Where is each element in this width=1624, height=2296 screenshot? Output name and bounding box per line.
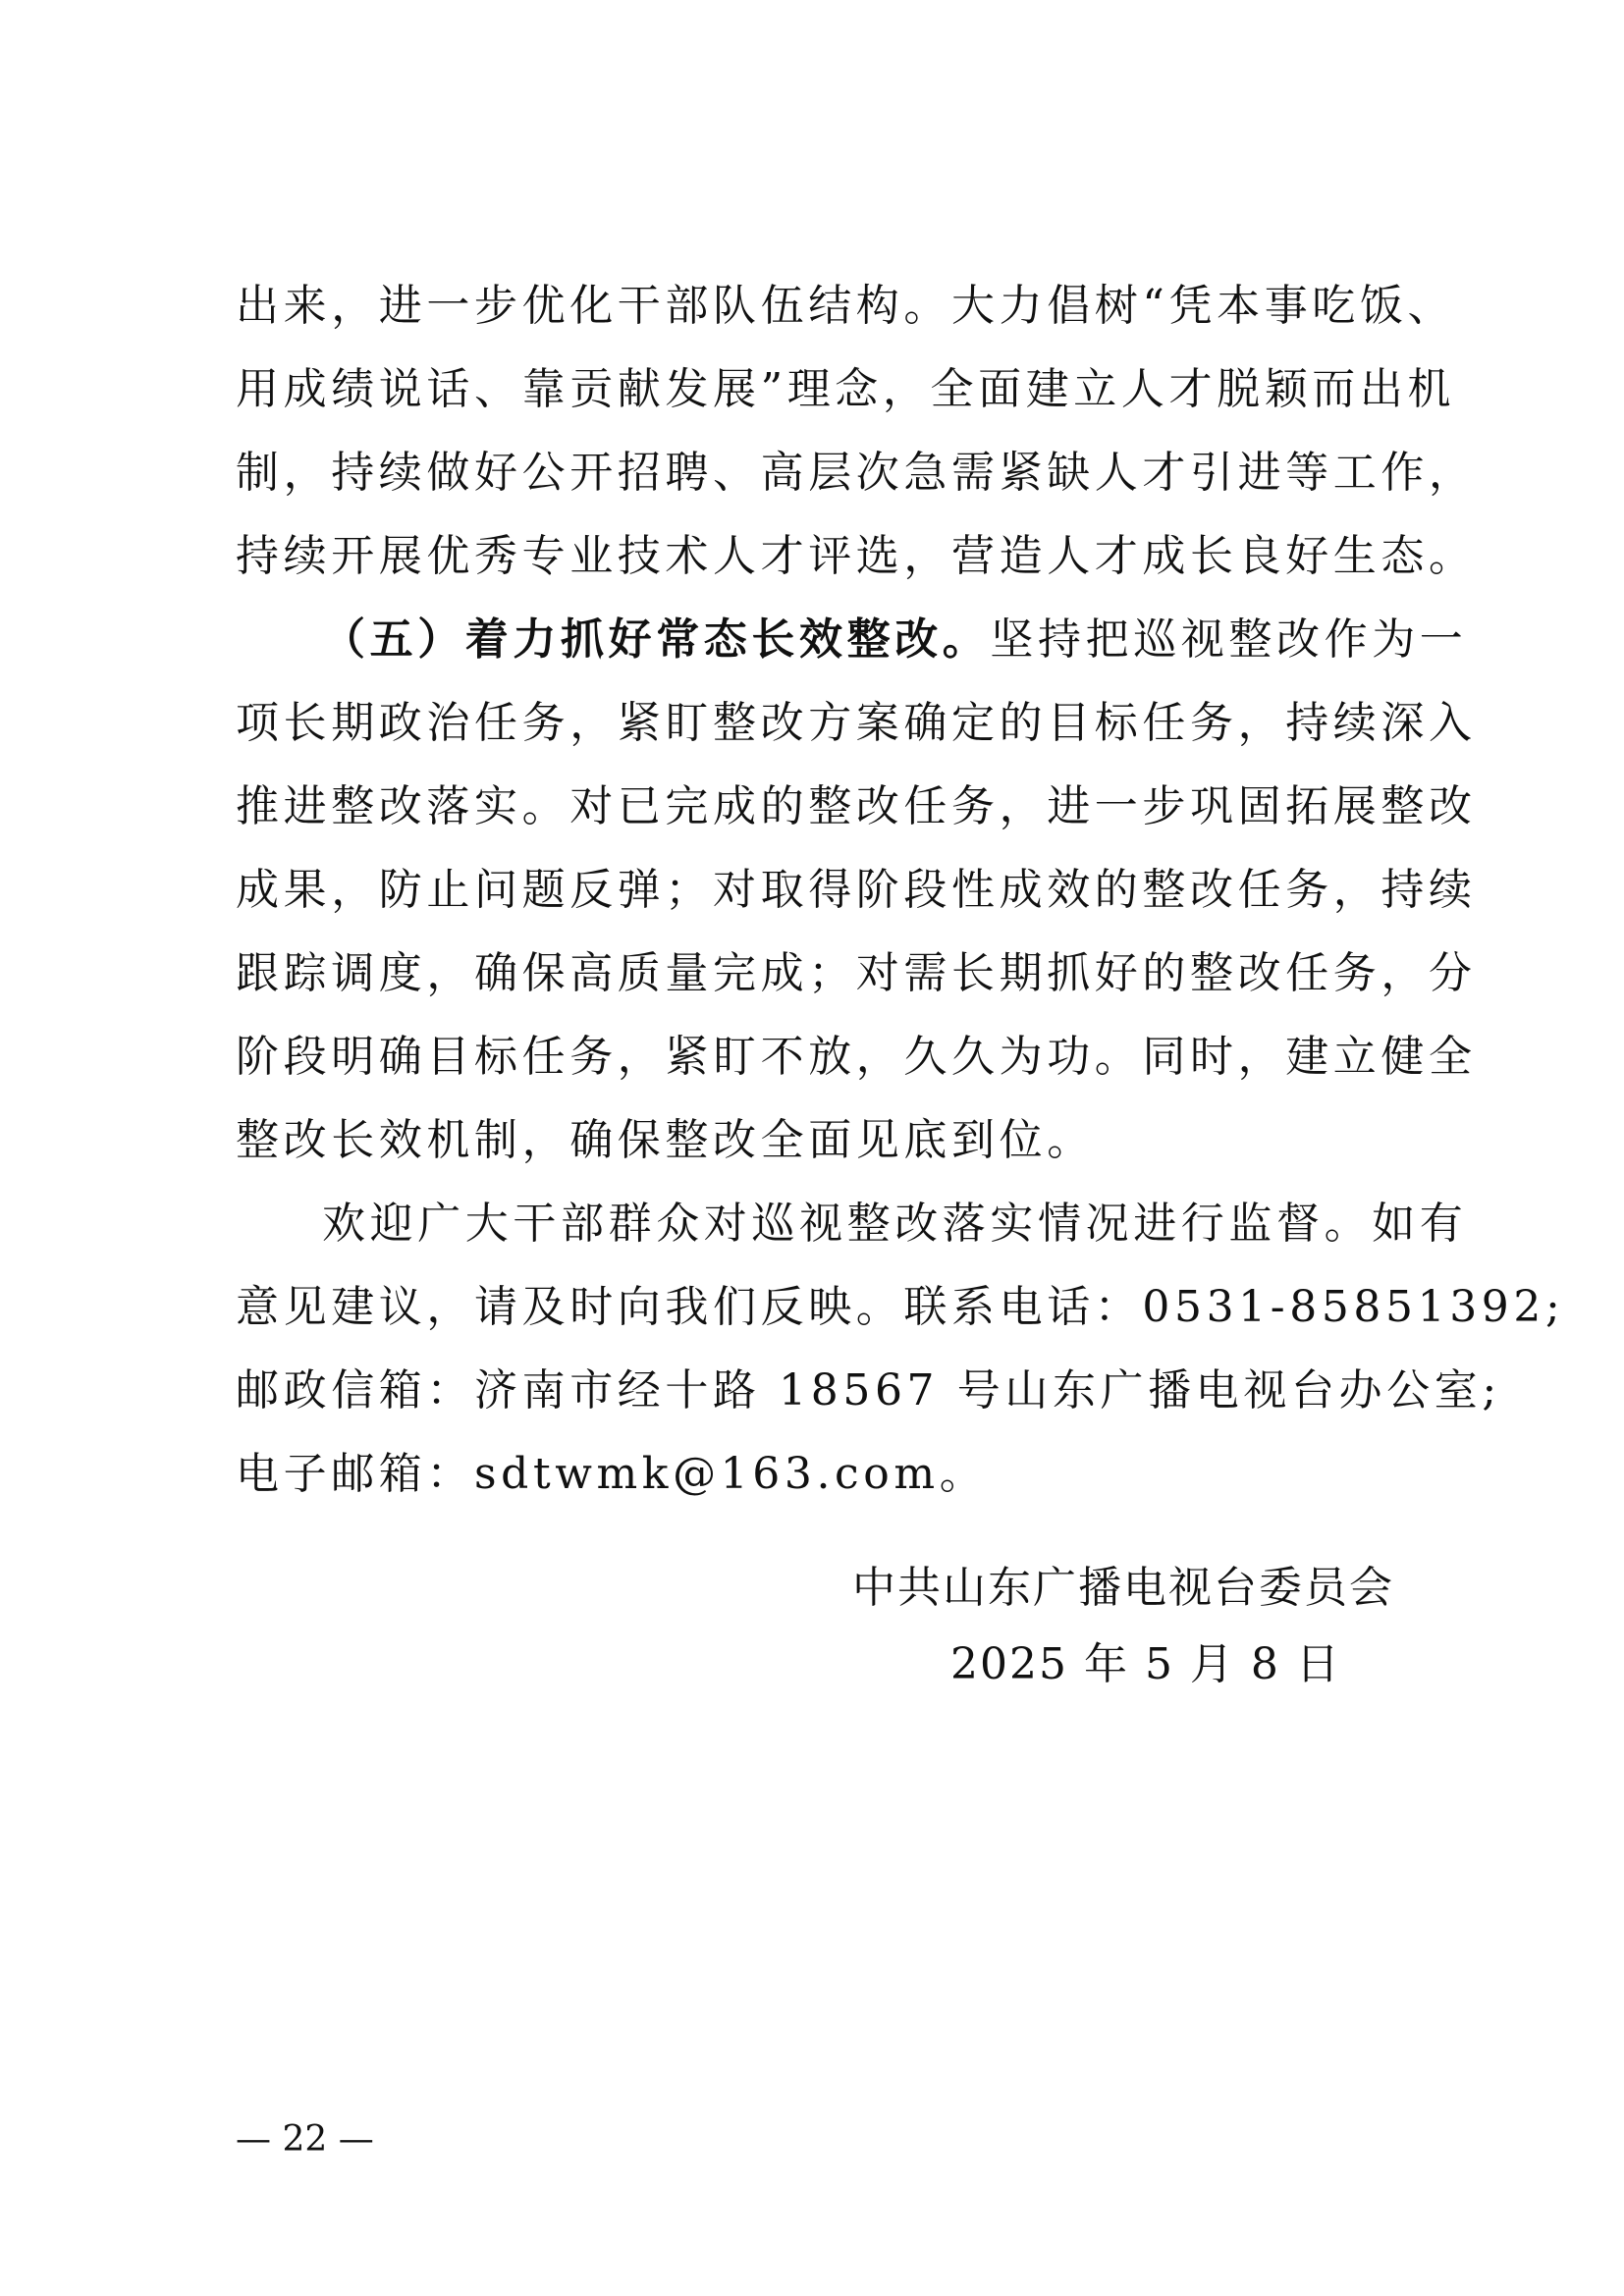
signature-organization: 中共山东广播电视台委员会: [852, 1563, 1394, 1613]
p2-line-6: 阶段明确目标任务，紧盯不放，久久为功。同时，建立健全: [236, 1032, 1477, 1082]
p2-line-5: 跟踪调度，确保高质量完成；对需长期抓好的整改任务，分: [236, 948, 1477, 998]
p1-line-2: 用成绩说话、靠贡献发展”理念，全面建立人才脱颖而出机: [236, 364, 1456, 414]
p2-line-2: 项长期政治任务，紧盯整改方案确定的目标任务，持续深入: [236, 698, 1477, 748]
p2-line-1-rest: 坚持把巡视整改作为一: [990, 614, 1468, 665]
p3-line-3: 邮政信箱：济南市经十路 18567 号山东广播电视台办公室;: [236, 1365, 1501, 1415]
section-heading: （五）着力抓好常态长效整改。: [322, 614, 991, 665]
p3-line-2: 意见建议，请及时向我们反映。联系电话：0531-85851392;: [236, 1282, 1565, 1332]
p2-line-3: 推进整改落实。对已完成的整改任务，进一步巩固拓展整改: [236, 781, 1477, 831]
p2-line-4: 成果，防止问题反弹；对取得阶段性成效的整改任务，持续: [236, 865, 1477, 915]
p1-line-4: 持续开展优秀专业技术人才评选，营造人才成长良好生态。: [236, 531, 1477, 581]
signature-date: 2025 年 5 月 8 日: [950, 1639, 1341, 1689]
p1-line-3: 制，持续做好公开招聘、高层次急需紧缺人才引进等工作，: [236, 448, 1477, 498]
page-number: — 22 —: [236, 2119, 374, 2160]
p2-line-1: [322, 601, 1468, 679]
p3-line-4: 电子邮箱：sdtwmk@163.com。: [236, 1449, 988, 1499]
p1-line-1: 出来，进一步优化干部队伍结构。大力倡树“凭本事吃饭、: [236, 281, 1456, 331]
p2-line-7: 整改长效机制，确保整改全面见底到位。: [236, 1115, 1095, 1165]
p3-line-1: 欢迎广大干部群众对巡视整改落实情况进行监督。如有: [322, 1199, 1468, 1249]
